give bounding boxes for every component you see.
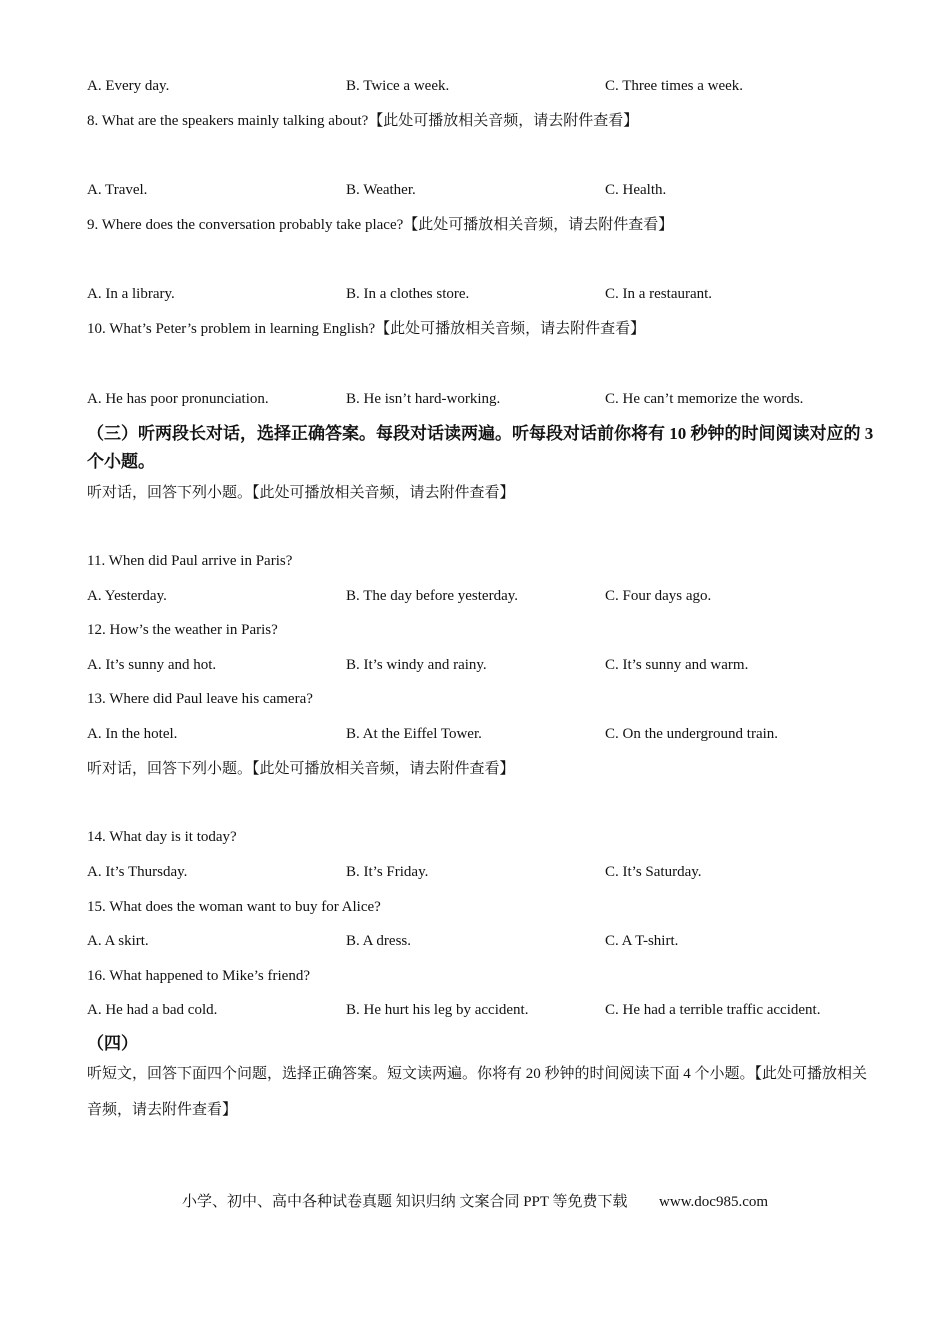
q16-option-c: C. He had a terrible traffic accident. <box>605 1002 821 1018</box>
q10-stem: 10. What’s Peter’s problem in learning English?【此处可播放相关音频，请去附件查看】 <box>87 321 646 337</box>
q7-option-b: B. Twice a week. <box>346 78 450 94</box>
footer-website: www.doc985.com <box>659 1194 769 1210</box>
q10-option-b: B. He isn’t hard-working. <box>346 391 501 407</box>
q14-option-a: A. It’s Thursday. <box>87 864 188 880</box>
q8-option-b: B. Weather. <box>346 182 416 198</box>
q15-option-c: C. A T-shirt. <box>605 933 679 949</box>
q7-option-a: A. Every day. <box>87 78 170 94</box>
q12-stem: 12. How’s the weather in Paris? <box>87 622 278 638</box>
section4-instructions: 听短文，回答下面四个问题，选择正确答案。短文读两遍。你将有 20 秒钟的时间阅读下面 4 个小题。【此处可播放相关音频，请去附件查看】 <box>87 1066 868 1118</box>
q14-option-c: C. It’s Saturday. <box>605 864 702 880</box>
q11-option-b: B. The day before yesterday. <box>346 588 519 604</box>
q15-option-b: B. A dress. <box>346 933 412 949</box>
q7-option-c: C. Three times a week. <box>605 78 744 94</box>
q11-stem: 11. When did Paul arrive in Paris? <box>87 553 293 569</box>
q8-option-a: A. Travel. <box>87 182 148 198</box>
q12-option-a: A. It’s sunny and hot. <box>87 657 217 673</box>
q11-option-a: A. Yesterday. <box>87 588 167 604</box>
q12-option-b: B. It’s windy and rainy. <box>346 657 487 673</box>
q16-stem: 16. What happened to Mike’s friend? <box>87 968 310 984</box>
q13-option-c: C. On the underground train. <box>605 726 779 742</box>
q14-option-b: B. It’s Friday. <box>346 864 429 880</box>
q10-option-c: C. He can’t memorize the words. <box>605 391 804 407</box>
dialogue1-intro: 听对话，回答下列小题。【此处可播放相关音频，请去附件查看】 <box>87 485 515 501</box>
q8-option-c: C. Health. <box>605 182 667 198</box>
dialogue2-intro: 听对话，回答下列小题。【此处可播放相关音频，请去附件查看】 <box>87 761 515 777</box>
q13-option-a: A. In the hotel. <box>87 726 178 742</box>
q14-stem: 14. What day is it today? <box>87 829 237 845</box>
section4-heading: （四） <box>87 1034 138 1053</box>
q13-option-b: B. At the Eiffel Tower. <box>346 726 482 742</box>
q13-stem: 13. Where did Paul leave his camera? <box>87 691 313 707</box>
section3-heading: （三）听两段长对话，选择正确答案。每段对话读两遍。听每段对话前你将有 10 秒钟的时间阅读对应的 3 个小题。 <box>87 424 874 471</box>
page-footer <box>0 1190 950 1211</box>
q11-option-c: C. Four days ago. <box>605 588 712 604</box>
footer-slogan: 小学、初中、高中各种试卷真题 知识归纳 文案合同 PPT 等免费下载 <box>181 1194 628 1210</box>
q9-option-a: A. In a library. <box>87 286 175 302</box>
q15-option-a: A. A skirt. <box>87 933 149 949</box>
q16-option-b: B. He hurt his leg by accident. <box>346 1002 529 1018</box>
q16-option-a: A. He had a bad cold. <box>87 1002 218 1018</box>
q9-stem: 9. Where does the conversation probably take place?【此处可播放相关音频，请去附件查看】 <box>87 217 674 233</box>
q9-option-b: B. In a clothes store. <box>346 286 470 302</box>
q12-option-c: C. It’s sunny and warm. <box>605 657 749 673</box>
q9-option-c: C. In a restaurant. <box>605 286 713 302</box>
q15-stem: 15. What does the woman want to buy for Alice? <box>87 899 381 915</box>
q10-option-a: A. He has poor pronunciation. <box>87 391 269 407</box>
q8-stem: 8. What are the speakers mainly talking about?【此处可播放相关音频，请去附件查看】 <box>87 113 639 129</box>
